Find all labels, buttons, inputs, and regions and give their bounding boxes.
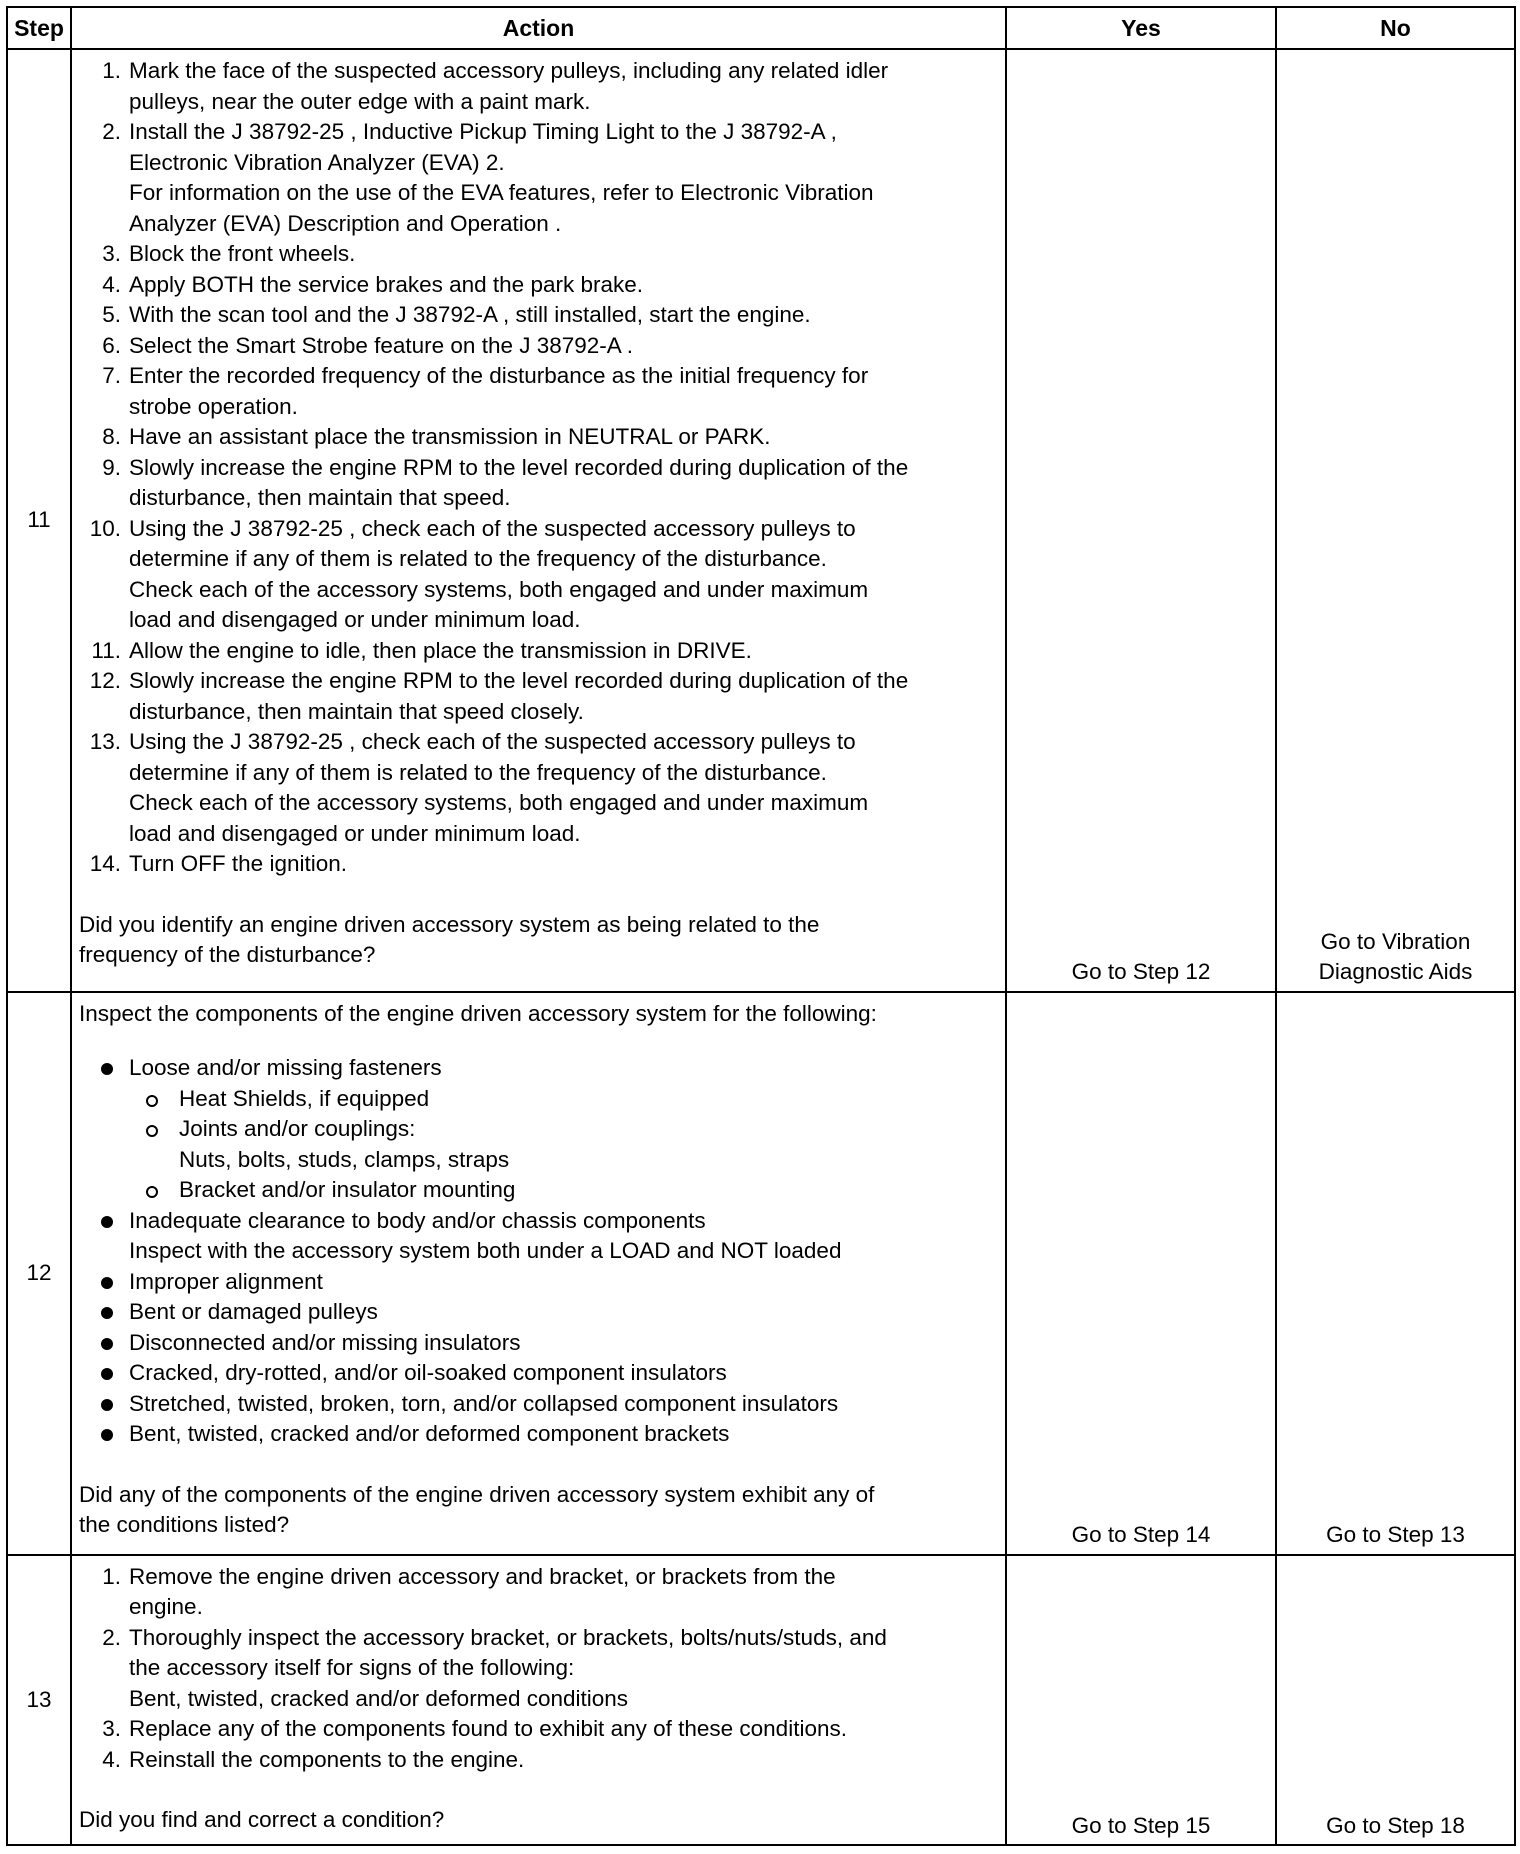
no-cell bbox=[1276, 992, 1515, 1555]
item-text: strobe operation. bbox=[129, 393, 298, 419]
item-text: Electronic Vibration Analyzer (EVA) 2. bbox=[129, 149, 505, 175]
action-cell bbox=[71, 49, 1006, 992]
item-text: Thoroughly inspect the accessory bracket, or brackets, bolts/nuts/studs, and bbox=[129, 1624, 887, 1650]
item-text: Check each of the accessory systems, both engaged and under maximum bbox=[129, 576, 869, 602]
item-text: load and disengaged or under minimum load. bbox=[129, 607, 581, 632]
item-number: 14. bbox=[89, 851, 121, 876]
item-text: Cracked, dry-rotted, and/or oil-soaked component insulators bbox=[129, 1360, 727, 1386]
bullet-icon bbox=[79, 1206, 129, 1267]
bullet-icon bbox=[79, 1053, 129, 1206]
hollow-bullet-icon bbox=[129, 1114, 179, 1175]
item-number: 4. bbox=[102, 271, 121, 297]
item-text: Analyzer (EVA) Description and Operation . bbox=[129, 210, 562, 236]
list-item bbox=[79, 1745, 999, 1776]
bullet-item bbox=[79, 1206, 999, 1267]
question-text bbox=[79, 1805, 999, 1836]
item-number: 1. bbox=[102, 1563, 121, 1589]
no-link[interactable]: Go to Vibration bbox=[1320, 928, 1471, 954]
bullet-item bbox=[79, 1267, 999, 1298]
table-row bbox=[7, 49, 1515, 992]
item-text: Inadequate clearance to body and/or chassis components bbox=[129, 1207, 706, 1233]
item-text: disturbance, then maintain that speed closely. bbox=[129, 698, 584, 724]
question-line: frequency of the disturbance? bbox=[79, 942, 376, 967]
item-number: 13. bbox=[89, 729, 121, 754]
question-line: Did you identify an engine driven accessory system as being related to the bbox=[79, 911, 820, 937]
header-step: Step bbox=[7, 7, 71, 49]
item-text: Check each of the accessory systems, both engaged and under maximum bbox=[129, 790, 869, 815]
step-number: 13 bbox=[7, 1555, 71, 1845]
intro-text: Inspect the components of the engine driven accessory system for the following: bbox=[79, 1000, 877, 1026]
item-text: Enter the recorded frequency of the disturbance as the initial frequency for bbox=[129, 363, 869, 388]
item-text: the accessory itself for signs of the following: bbox=[129, 1655, 575, 1681]
item-text: Mark the face of the suspected accessory pulleys, including any related idler bbox=[129, 58, 889, 83]
item-text: Joints and/or couplings: bbox=[179, 1116, 416, 1142]
item-number: 11. bbox=[91, 637, 121, 663]
list-item bbox=[79, 514, 999, 636]
item-text: disturbance, then maintain that speed. bbox=[129, 485, 511, 510]
step-number: 12 bbox=[7, 992, 71, 1555]
numbered-list bbox=[79, 1562, 999, 1776]
item-text: Allow the engine to idle, then place the transmission in DRIVE. bbox=[129, 637, 752, 663]
sub-bullet-item bbox=[129, 1114, 999, 1175]
item-text: determine if any of them is related to the frequency of the disturbance. bbox=[129, 759, 827, 785]
bullet-icon bbox=[79, 1389, 129, 1420]
yes-cell bbox=[1006, 49, 1276, 992]
yes-link[interactable]: Go to Step 12 bbox=[1071, 959, 1211, 985]
header-yes: Yes bbox=[1006, 7, 1276, 49]
question-line: the conditions listed? bbox=[79, 1512, 290, 1538]
sub-bullet-list bbox=[129, 1084, 999, 1206]
item-text: Heat Shields, if equipped bbox=[179, 1085, 430, 1111]
item-text: Block the front wheels. bbox=[129, 241, 356, 266]
step-number: 11 bbox=[7, 49, 71, 992]
item-text: pulleys, near the outer edge with a paint mark. bbox=[129, 88, 591, 114]
item-text: Bent, twisted, cracked and/or deformed component brackets bbox=[129, 1421, 730, 1447]
item-text: Slowly increase the engine RPM to the level recorded during duplication of the bbox=[129, 668, 909, 693]
question-line: Did you find and correct a condition? bbox=[79, 1807, 445, 1833]
no-link[interactable]: Go to Step 18 bbox=[1326, 1812, 1465, 1838]
list-item bbox=[79, 56, 999, 117]
list-item bbox=[79, 1562, 999, 1623]
item-text: Bracket and/or insulator mounting bbox=[179, 1177, 516, 1203]
list-item bbox=[79, 1714, 999, 1745]
action-cell bbox=[71, 1555, 1006, 1845]
diagnostic-table bbox=[6, 6, 1516, 1846]
item-number: 8. bbox=[102, 424, 121, 449]
header-row bbox=[7, 7, 1515, 49]
item-text: Remove the engine driven accessory and bracket, or brackets from the bbox=[129, 1563, 836, 1589]
numbered-list bbox=[79, 56, 999, 880]
sub-bullet-item bbox=[129, 1175, 999, 1206]
no-cell bbox=[1276, 1555, 1515, 1845]
list-item bbox=[79, 849, 999, 880]
item-number: 6. bbox=[102, 332, 121, 358]
hollow-bullet-icon bbox=[129, 1175, 179, 1206]
list-item bbox=[79, 727, 999, 849]
item-text: load and disengaged or under minimum load. bbox=[129, 820, 581, 846]
item-text: Bent or damaged pulleys bbox=[129, 1299, 378, 1325]
item-number: 5. bbox=[102, 302, 121, 327]
item-number: 4. bbox=[102, 1746, 121, 1772]
item-text: determine if any of them is related to the frequency of the disturbance. bbox=[129, 546, 827, 571]
bullet-icon bbox=[79, 1267, 129, 1298]
header-action: Action bbox=[71, 7, 1006, 49]
item-text: Improper alignment bbox=[129, 1268, 323, 1294]
item-text: Using the J 38792-25 , check each of the suspected accessory pulleys to bbox=[129, 515, 856, 541]
item-text: Disconnected and/or missing insulators bbox=[129, 1329, 521, 1355]
no-cell bbox=[1276, 49, 1515, 992]
bullet-item bbox=[79, 1053, 999, 1206]
item-text: Install the J 38792-25 , Inductive Pickup Timing Light to the J 38792-A , bbox=[129, 119, 837, 144]
list-item bbox=[79, 270, 999, 301]
no-link[interactable]: Go to Step 13 bbox=[1326, 1522, 1465, 1548]
yes-cell bbox=[1006, 992, 1276, 1555]
bullet-icon bbox=[79, 1328, 129, 1359]
list-item bbox=[79, 1623, 999, 1715]
item-number: 3. bbox=[102, 241, 121, 266]
question-text bbox=[79, 910, 999, 971]
yes-cell bbox=[1006, 1555, 1276, 1845]
item-number: 3. bbox=[102, 1716, 121, 1742]
list-item bbox=[79, 666, 999, 727]
item-text: Bent, twisted, cracked and/or deformed conditions bbox=[129, 1685, 629, 1711]
yes-link[interactable]: Go to Step 15 bbox=[1071, 1812, 1211, 1838]
item-number: 10. bbox=[89, 515, 121, 541]
list-item bbox=[79, 453, 999, 514]
item-text: Nuts, bolts, studs, clamps, straps bbox=[179, 1146, 510, 1172]
item-text: Stretched, twisted, broken, torn, and/or collapsed component insulators bbox=[129, 1390, 839, 1416]
bullet-icon bbox=[79, 1297, 129, 1328]
item-number: 12. bbox=[89, 668, 121, 693]
item-text: Select the Smart Strobe feature on the J 38792-A . bbox=[129, 332, 634, 358]
item-text: Turn OFF the ignition. bbox=[129, 851, 348, 876]
item-text: For information on the use of the EVA features, refer to Electronic Vibration bbox=[129, 180, 874, 205]
list-item bbox=[79, 117, 999, 239]
item-text: engine. bbox=[129, 1594, 203, 1620]
item-number: 2. bbox=[102, 119, 121, 144]
list-item bbox=[79, 422, 999, 453]
hollow-bullet-icon bbox=[129, 1084, 179, 1115]
list-item bbox=[79, 239, 999, 270]
item-number: 1. bbox=[102, 58, 121, 83]
list-item bbox=[79, 636, 999, 667]
question-line: Did any of the components of the engine driven accessory system exhibit any of bbox=[79, 1481, 875, 1507]
header-no: No bbox=[1276, 7, 1515, 49]
item-text: With the scan tool and the J 38792-A , still installed, start the engine. bbox=[129, 302, 811, 327]
bullet-item bbox=[79, 1328, 999, 1359]
item-text: Inspect with the accessory system both under a LOAD and NOT loaded bbox=[129, 1238, 842, 1264]
question-text bbox=[79, 1480, 999, 1541]
list-item bbox=[79, 331, 999, 362]
sub-bullet-item bbox=[129, 1084, 999, 1115]
bullet-icon bbox=[79, 1419, 129, 1450]
item-text: Reinstall the components to the engine. bbox=[129, 1746, 525, 1772]
bullet-item bbox=[79, 1389, 999, 1420]
table-row bbox=[7, 992, 1515, 1555]
list-item bbox=[79, 361, 999, 422]
yes-link[interactable]: Go to Step 14 bbox=[1071, 1522, 1211, 1548]
list-item bbox=[79, 300, 999, 331]
item-number: 2. bbox=[102, 1624, 121, 1650]
item-text: Using the J 38792-25 , check each of the suspected accessory pulleys to bbox=[129, 729, 856, 754]
bullet-item bbox=[79, 1419, 999, 1450]
item-text: Have an assistant place the transmission in NEUTRAL or PARK. bbox=[129, 424, 771, 449]
bullet-item bbox=[79, 1358, 999, 1389]
bullet-icon bbox=[79, 1358, 129, 1389]
bullet-list bbox=[79, 1053, 999, 1450]
item-text: Apply BOTH the service brakes and the park brake. bbox=[129, 271, 643, 297]
item-number: 9. bbox=[102, 454, 121, 480]
no-link[interactable]: Diagnostic Aids bbox=[1318, 959, 1473, 985]
item-text: Replace any of the components found to exhibit any of these conditions. bbox=[129, 1716, 847, 1742]
item-text: Slowly increase the engine RPM to the level recorded during duplication of the bbox=[129, 454, 909, 480]
item-text: Loose and/or missing fasteners bbox=[129, 1055, 442, 1081]
action-cell bbox=[71, 992, 1006, 1555]
bullet-item bbox=[79, 1297, 999, 1328]
item-number: 7. bbox=[102, 363, 121, 388]
table-row bbox=[7, 1555, 1515, 1845]
